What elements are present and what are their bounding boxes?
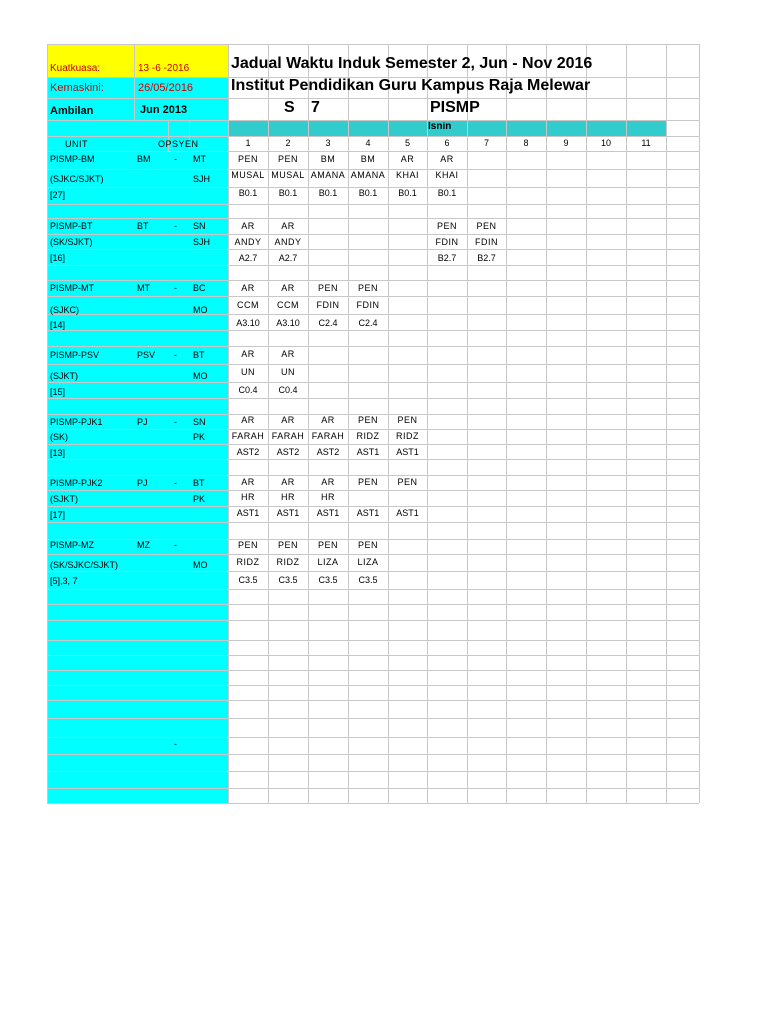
unit-name-line: (SK/SJKT) [50, 238, 93, 247]
slot-lecturer [388, 238, 427, 252]
slot-room: C0.4 [278, 386, 298, 395]
period-number: 11 [641, 139, 651, 148]
unit-name-line: [15] [50, 388, 66, 397]
slot-lecturer: KHAI [435, 171, 459, 180]
unit-dash: - [174, 155, 177, 164]
slot-room: AST1 [236, 509, 260, 518]
slot-subject: PEN [436, 222, 457, 231]
gridline-horizontal [47, 754, 699, 755]
slot-subject: PEN [357, 284, 378, 293]
unit-name-line: [16] [50, 254, 66, 263]
slot-subject: PEN [317, 541, 338, 550]
slot-subject: AR [241, 478, 255, 487]
slot-lecturer: RIDZ [276, 558, 300, 567]
slot-lecturer: HR [281, 493, 295, 502]
gridline-horizontal [47, 640, 699, 641]
slot-subject: PEN [277, 541, 298, 550]
slot-room: C3.5 [278, 576, 298, 585]
unit-name-line: [13] [50, 449, 66, 458]
gridline-horizontal [47, 700, 699, 701]
unit-name-line: PISMP-MZ [50, 541, 94, 550]
slot-room [388, 254, 427, 268]
slot-lecturer: FARAH [271, 432, 305, 441]
slot-subject: AR [281, 284, 295, 293]
slot-lecturer [348, 238, 388, 252]
slot-subject: PEN [317, 284, 338, 293]
slot-lecturer: UN [241, 368, 255, 377]
unit-minor [193, 541, 227, 555]
slot-subject: AR [281, 416, 295, 425]
slot-room: AST1 [356, 448, 380, 457]
slot-subject [388, 222, 427, 236]
unit-name-line: [27] [50, 191, 66, 200]
period-number: 1 [245, 139, 251, 148]
slot-lecturer: RIDZ [396, 432, 419, 441]
slot-lecturer: RIDZ [356, 432, 380, 441]
period-number: 8 [523, 139, 529, 148]
slot-lecturer: FARAH [311, 432, 345, 441]
slot-room: B0.1 [238, 189, 258, 198]
slot-lecturer: CCM [237, 301, 259, 310]
unit-name-line: [5],3, 7 [50, 577, 78, 586]
gridline-horizontal [47, 169, 699, 170]
gridline-horizontal [47, 398, 699, 399]
slot-subject: AR [281, 222, 295, 231]
gridline-horizontal [47, 120, 699, 121]
period-number: 7 [483, 139, 489, 148]
unit-minor: MT [193, 155, 206, 164]
slot-lecturer: CCM [277, 301, 299, 310]
slot-subject: PEN [357, 416, 378, 425]
unit-major: PSV [137, 351, 156, 360]
slot-lecturer: FDIN [475, 238, 498, 247]
gridline-vertical [546, 44, 547, 803]
kemaskini-label: Kemaskini: [50, 83, 104, 94]
slot-subject: PEN [277, 155, 298, 164]
slot-subject: AR [241, 416, 255, 425]
gridline-horizontal [47, 44, 699, 45]
unit-name-line: (SJKC) [50, 306, 79, 315]
unit-minor: PK [193, 495, 206, 504]
slot-lecturer: MUSAL [231, 171, 265, 180]
gridline-horizontal [47, 737, 699, 738]
unit-name-line: [17] [50, 511, 66, 520]
gridline-horizontal [47, 187, 699, 188]
unit-dash: - [174, 351, 177, 360]
kuatkuasa-label: Kuatkuasa: [50, 64, 101, 74]
gridline-horizontal [47, 655, 699, 656]
slot-room: B0.1 [278, 189, 298, 198]
unit-dash: - [174, 541, 177, 550]
slot-lecturer: ANDY [234, 238, 262, 247]
slot-room: AST1 [276, 509, 300, 518]
slot-subject: AR [281, 478, 295, 487]
unit-minor: BC [193, 284, 206, 293]
unit-minor: BT [193, 351, 205, 360]
gridline-horizontal [47, 771, 699, 772]
unit-name-line: [14] [50, 321, 66, 330]
unit-header: UNIT [65, 140, 88, 149]
slot-lecturer: FDIN [316, 301, 340, 310]
slot-lecturer: AMANA [310, 171, 346, 180]
period-number: 6 [444, 139, 450, 148]
slot-room: B0.1 [358, 189, 378, 198]
slot-room: B2.7 [477, 254, 496, 263]
unit-name-line: (SJKT) [50, 495, 78, 504]
unit-dash: - [174, 222, 177, 231]
slot-subject: PEN [476, 222, 497, 231]
unit-name-line: PISMP-PJK2 [50, 479, 103, 488]
unit-major: MT [137, 284, 150, 293]
gridline-horizontal [47, 803, 699, 804]
stray-dash: - [174, 740, 177, 749]
s-value: 7 [311, 100, 320, 116]
unit-name-line: PISMP-BT [50, 222, 93, 231]
gridline-horizontal [47, 685, 699, 686]
unit-dash: - [174, 284, 177, 293]
slot-lecturer [348, 493, 388, 507]
gridline-vertical [626, 44, 627, 803]
ambilan-label: Ambilan [50, 106, 94, 117]
unit-name-line: PISMP-BM [50, 155, 95, 164]
gridline-horizontal [47, 788, 699, 789]
slot-subject: AR [321, 478, 335, 487]
day-label: Isnin [428, 122, 452, 132]
slot-room: AST1 [396, 509, 419, 518]
slot-subject: AR [440, 155, 454, 164]
gridline-horizontal [47, 136, 699, 137]
page-title: Jadual Waktu Induk Semester 2, Jun - Nov 2016 [231, 56, 593, 72]
slot-room: C3.5 [358, 576, 378, 585]
slot-subject: PEN [357, 541, 378, 550]
kuatkuasa-value: 13 -6 -2016 [138, 64, 190, 74]
slot-room: AST2 [236, 448, 260, 457]
gridline-horizontal [47, 280, 699, 281]
unit-name-line: (SJKT) [50, 372, 78, 381]
gridline-horizontal [47, 604, 699, 605]
period-number: 4 [365, 139, 371, 148]
gridline-horizontal [47, 670, 699, 671]
slot-room: C3.5 [318, 576, 338, 585]
gridline-vertical [666, 44, 667, 803]
gridline-horizontal [47, 539, 699, 540]
slot-subject [348, 222, 388, 236]
unit-dash: - [174, 418, 177, 427]
slot-subject: PEN [397, 416, 418, 425]
unit-minor: SJH [193, 175, 211, 184]
slot-room: A3.10 [236, 319, 260, 328]
slot-room: B0.1 [437, 189, 457, 198]
slot-lecturer: AMANA [350, 171, 386, 180]
slot-room: AST1 [356, 509, 380, 518]
slot-subject: PEN [237, 155, 258, 164]
slot-room [348, 254, 388, 268]
slot-room: B0.1 [398, 189, 417, 198]
slot-subject: PEN [357, 478, 378, 487]
gridline-vertical [134, 44, 135, 120]
slot-subject: PEN [237, 541, 258, 550]
gridline-vertical [699, 44, 700, 803]
slot-room: B2.7 [437, 254, 457, 263]
gridline-vertical [586, 44, 587, 803]
unit-dash: - [174, 479, 177, 488]
slot-room: C2.4 [358, 319, 378, 328]
unit-name-line: (SK/SJKC/SJKT) [50, 561, 119, 570]
slot-lecturer: MUSAL [271, 171, 305, 180]
slot-subject: BM [320, 155, 336, 164]
institute-name: Institut Pendidikan Guru Kampus Raja Melewar [231, 78, 591, 94]
unit-minor: SJH [193, 238, 211, 247]
slot-room: C2.4 [318, 319, 338, 328]
slot-subject: BM [360, 155, 376, 164]
gridline-horizontal [47, 346, 699, 347]
slot-lecturer: FDIN [435, 238, 459, 247]
gridline-horizontal [47, 218, 699, 219]
slot-lecturer: HR [241, 493, 255, 502]
unit-minor: MO [193, 372, 208, 381]
slot-subject [308, 222, 348, 236]
slot-lecturer: RIDZ [236, 558, 260, 567]
unit-minor: SN [193, 418, 206, 427]
unit-major: PJ [137, 479, 148, 488]
slot-room: AST1 [316, 509, 340, 518]
slot-lecturer: UN [281, 368, 295, 377]
slot-lecturer [388, 493, 427, 507]
period-number: 9 [563, 139, 569, 148]
slot-room: AST2 [316, 448, 340, 457]
gridline-horizontal [47, 382, 699, 383]
unit-name-line: PISMP-PJK1 [50, 418, 103, 427]
gridline-horizontal [47, 204, 699, 205]
gridline-horizontal [47, 475, 699, 476]
slot-room: AST2 [276, 448, 300, 457]
slot-room: A2.7 [278, 254, 298, 263]
unit-major: BM [137, 155, 151, 164]
slot-subject: AR [241, 222, 255, 231]
period-number: 3 [325, 139, 331, 148]
slot-room: AST1 [396, 448, 419, 457]
unit-major: MZ [137, 541, 150, 550]
slot-lecturer: KHAI [395, 171, 419, 180]
unit-minor: SN [193, 222, 206, 231]
ambilan-value: Jun 2013 [140, 105, 188, 116]
slot-subject: PEN [397, 478, 418, 487]
slot-room: B0.1 [318, 189, 338, 198]
gridline-vertical [467, 44, 468, 803]
kemaskini-value: 26/05/2016 [138, 83, 194, 94]
slot-subject: AR [281, 350, 295, 359]
unit-major: PJ [137, 418, 148, 427]
unit-minor: BT [193, 479, 205, 488]
slot-room: C0.4 [238, 386, 258, 395]
unit-minor: MO [193, 561, 208, 570]
unit-name-line: (SK) [50, 433, 68, 442]
slot-subject: AR [321, 416, 335, 425]
slot-subject: AR [400, 155, 415, 164]
slot-lecturer: LIZA [317, 558, 339, 567]
gridline-horizontal [47, 620, 699, 621]
slot-room [308, 254, 348, 268]
unit-minor: MO [193, 306, 208, 315]
opsyen-header: OPSYEN [158, 140, 199, 149]
unit-name-line: (SJKC/SJKT) [50, 175, 104, 184]
slot-lecturer: LIZA [357, 558, 379, 567]
slot-lecturer: FDIN [356, 301, 380, 310]
s-label: S [284, 100, 295, 116]
gridline-vertical [506, 44, 507, 803]
slot-room: A3.10 [276, 319, 300, 328]
period-number: 5 [404, 139, 410, 148]
slot-room: C3.5 [238, 576, 258, 585]
program-label: PISMP [430, 100, 480, 116]
gridline-horizontal [47, 98, 699, 99]
slot-lecturer: HR [321, 493, 335, 502]
unit-minor: PK [193, 433, 206, 442]
slot-lecturer [308, 238, 348, 252]
slot-room: A2.7 [238, 254, 258, 263]
unit-name-line: PISMP-PSV [50, 351, 100, 360]
gridline-horizontal [47, 718, 699, 719]
slot-subject: AR [241, 350, 255, 359]
period-number: 10 [600, 139, 611, 148]
slot-lecturer: FARAH [231, 432, 265, 441]
unit-major: BT [137, 222, 149, 231]
period-number: 2 [285, 139, 291, 148]
slot-lecturer: ANDY [274, 238, 302, 247]
unit-name-line: PISMP-MT [50, 284, 94, 293]
gridline-vertical [47, 44, 48, 803]
gridline-horizontal [47, 414, 699, 415]
slot-subject: AR [241, 284, 255, 293]
